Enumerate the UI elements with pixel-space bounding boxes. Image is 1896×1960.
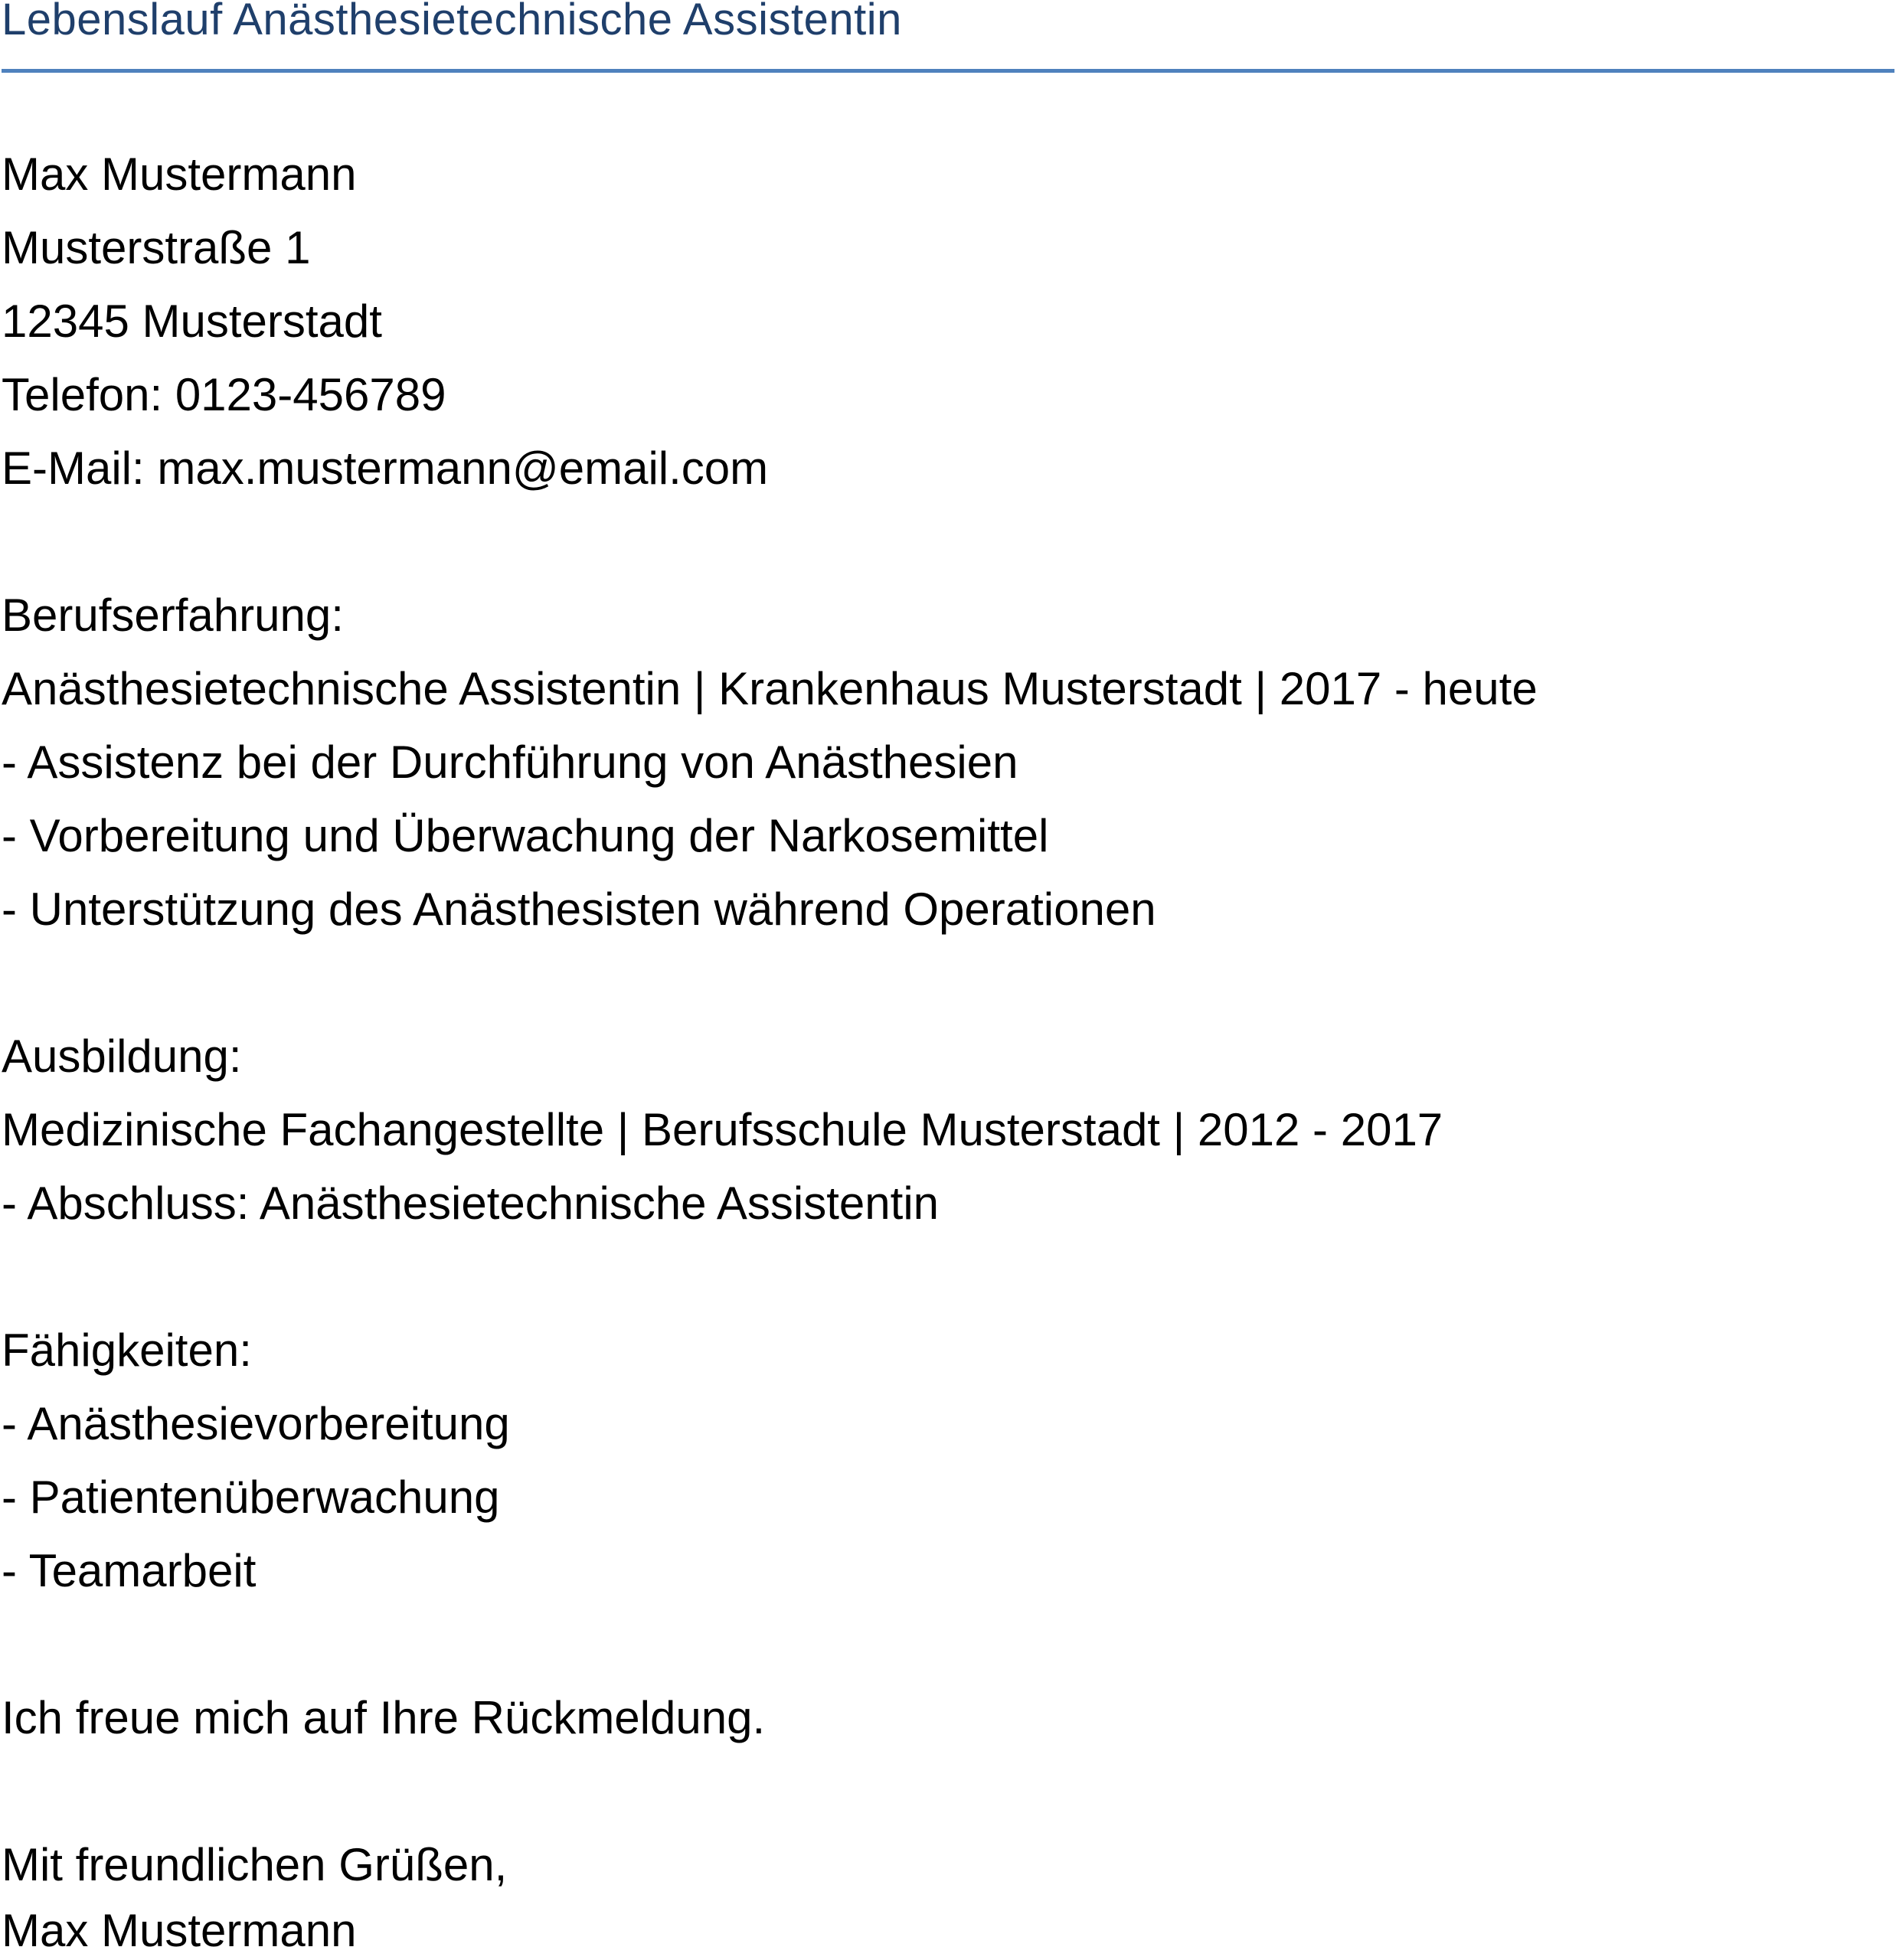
skills-heading: Fähigkeiten:	[2, 1325, 252, 1376]
skills-item: - Patientenüberwachung	[2, 1472, 500, 1523]
education-item: - Abschluss: Anästhesietechnische Assistentin	[2, 1178, 940, 1229]
contact-city: 12345 Musterstadt	[2, 296, 382, 347]
skills-item: - Teamarbeit	[2, 1545, 257, 1596]
contact-street: Musterstraße 1	[2, 222, 311, 273]
experience-heading: Berufserfahrung:	[2, 590, 344, 641]
title-underline-rule	[2, 69, 1894, 73]
closing-signature: Max Mustermann	[2, 1905, 357, 1956]
experience-item: - Unterstützung des Anästhesisten während Operationen	[2, 884, 1156, 935]
education-entry: Medizinische Fachangestellte | Berufsschule Musterstadt | 2012 - 2017	[2, 1104, 1443, 1155]
contact-name: Max Mustermann	[2, 149, 357, 200]
experience-item: - Assistenz bei der Durchführung von Anästhesien	[2, 737, 1018, 788]
experience-entry: Anästhesietechnische Assistentin | Krankenhaus Musterstadt | 2017 - heute	[2, 663, 1538, 714]
document-title: Lebenslauf Anästhesietechnische Assistentin	[2, 0, 902, 44]
contact-phone: Telefon: 0123-456789	[2, 369, 446, 420]
skills-item: - Anästhesievorbereitung	[2, 1398, 510, 1449]
closing-greeting: Mit freundlichen Grüßen,	[2, 1839, 508, 1890]
experience-item: - Vorbereitung und Überwachung der Narkosemittel	[2, 810, 1049, 861]
contact-email: E-Mail: max.mustermann@email.com	[2, 443, 769, 494]
education-heading: Ausbildung:	[2, 1031, 242, 1082]
closing-message: Ich freue mich auf Ihre Rückmeldung.	[2, 1692, 766, 1743]
